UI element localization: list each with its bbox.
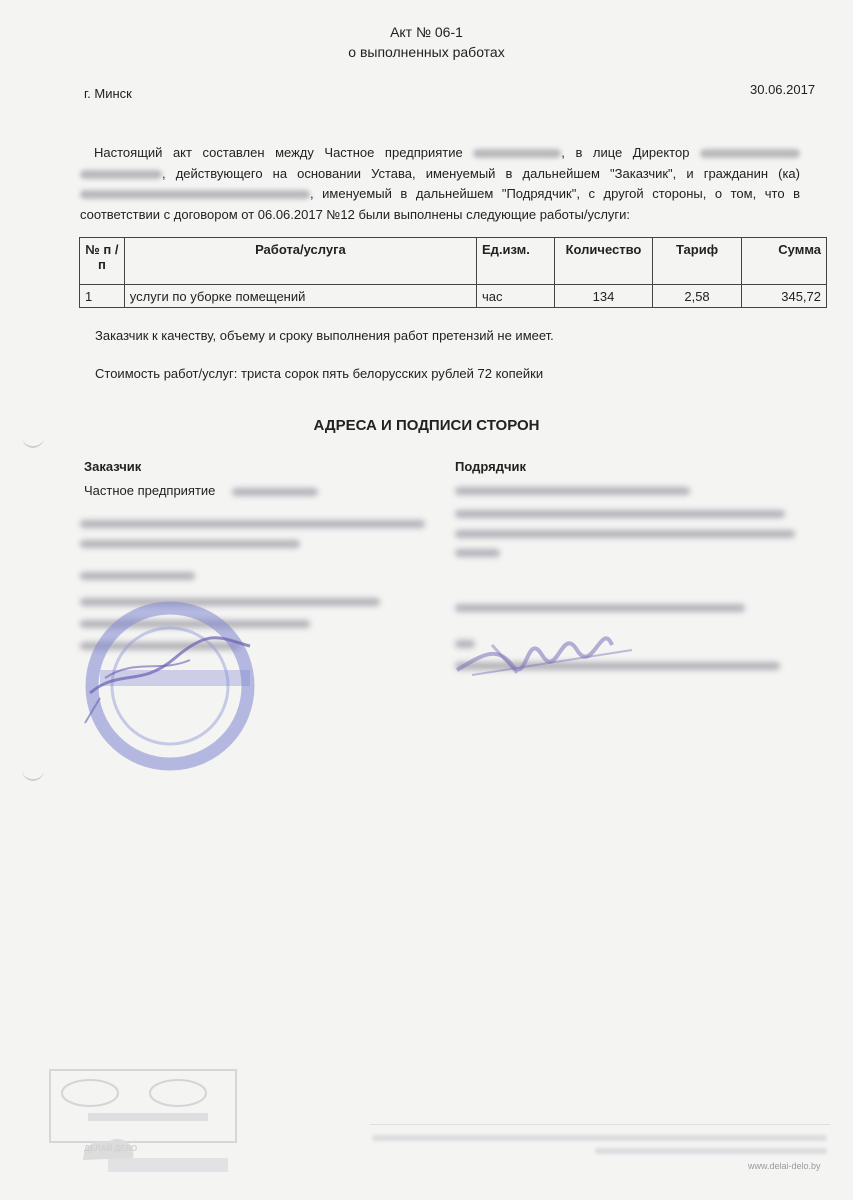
punch-hole-top <box>22 432 44 448</box>
redacted-company-name <box>473 149 561 158</box>
act-subtitle: о выполненных работах <box>348 44 505 60</box>
intro-part-3: , действующего на основании Устава, именуемый в дальнейшем "Заказчик", и гражданин (ка) <box>162 165 800 181</box>
signatures-heading: АДРЕСА И ПОДПИСИ СТОРОН <box>313 417 540 434</box>
intro-part-2: , в лице Директор <box>561 145 690 160</box>
redacted-director-name-2 <box>80 170 162 179</box>
intro-paragraph <box>80 143 800 225</box>
company-stamp <box>80 598 256 774</box>
logo-text: ДЕЛАЙ ДЕЛО <box>84 1144 138 1153</box>
footer-divider <box>370 1124 830 1125</box>
cell-unit: час <box>477 285 555 308</box>
contractor-title: Подрядчик <box>455 459 527 474</box>
col-header-rate: Тариф <box>653 238 742 285</box>
no-claims-statement: Заказчик к качеству, объему и сроку выполнения работ претензий не имеет. <box>95 328 554 343</box>
customer-name: Частное предприятие <box>84 483 216 498</box>
col-header-qty: Количество <box>554 238 652 285</box>
col-header-sum: Сумма <box>741 238 826 285</box>
cost-statement: Стоимость работ/услуг: триста сорок пять белорусских рублей 72 копейки <box>95 366 544 381</box>
col-header-work: Работа/услуга <box>124 238 476 285</box>
table-header-row <box>80 238 827 285</box>
faint-watermark-stamp <box>48 1068 238 1178</box>
footer-url: www.delai-delo.by <box>748 1161 821 1171</box>
city: г. Минск <box>84 86 132 101</box>
customer-title: Заказчик <box>84 459 142 474</box>
col-header-unit: Ед.изм. <box>477 238 555 285</box>
cell-rate: 2,58 <box>653 285 742 308</box>
cell-sum: 345,72 <box>741 285 826 308</box>
intro-part-4: , именуемый в дальнейшем "Подрядчик", с другой стороны, о том, что в соответствии с договором от 06.06.2017 №12 были выполнены следующие работы/услуги: <box>80 186 800 222</box>
cell-qty: 134 <box>554 285 652 308</box>
redacted-contractor-name <box>80 190 310 199</box>
contractor-signature <box>452 615 652 685</box>
act-date: 30.06.2017 <box>750 82 816 97</box>
punch-hole-bottom <box>22 765 44 781</box>
redacted-director-name <box>700 149 800 158</box>
works-table <box>79 237 827 308</box>
cell-num: 1 <box>80 285 125 308</box>
table-row <box>80 285 827 308</box>
cell-work: услуги по уборке помещений <box>124 285 476 308</box>
redacted-customer-company <box>232 488 318 496</box>
col-header-num: № п /п <box>80 238 125 285</box>
intro-part-1: Настоящий акт составлен между Частное предприятие <box>94 145 463 160</box>
act-title: Акт № 06-1 <box>390 24 463 40</box>
